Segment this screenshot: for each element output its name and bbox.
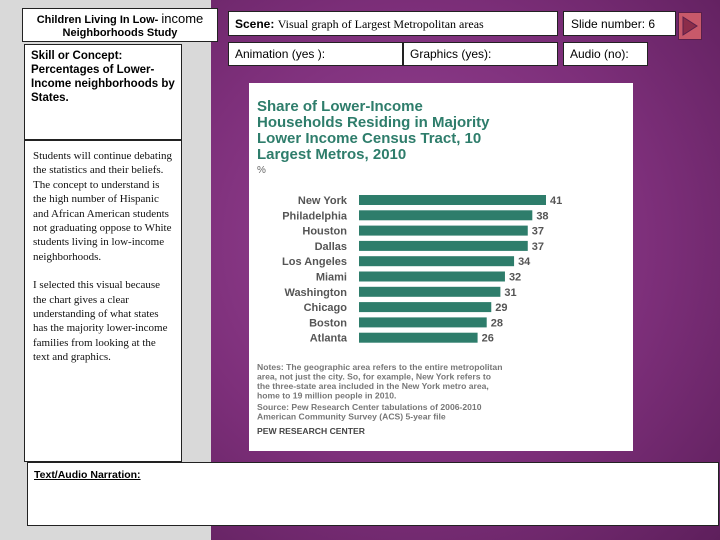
chart-value-label: 37 (531, 240, 545, 253)
chart-category-label: Houston (302, 225, 347, 238)
chart-category-label: Atlanta (309, 332, 347, 345)
chart-note-line: Notes: The geographic area refers to the entire metropolitan (257, 362, 503, 372)
chart-title-line: Households Residing in Majority (257, 114, 490, 131)
graphics-box: Graphics (yes): (403, 42, 558, 66)
storyboard-title-line1: Children Living In Low- income (36, 11, 204, 26)
scene-box (228, 11, 558, 36)
skill-concept-box: Skill or Concept: Percentages of Lower-Income neighborhoods by States. (24, 44, 182, 140)
next-slide-button[interactable] (678, 12, 702, 40)
chart-value-label: 28 (490, 317, 503, 330)
description-paragraph-1: Students will continue debating the statistics and their beliefs. The concept to understand is the high number of Hispanic and African American students not graduating oppose to White students living in low-income neighborhoods. (33, 150, 173, 263)
chart-value-label: 34 (518, 256, 531, 269)
play-triangle-icon (682, 16, 698, 36)
chart-bar (359, 195, 546, 205)
chart-bar (359, 317, 487, 327)
chart-bar (359, 210, 532, 220)
chart-bar (359, 256, 514, 266)
slide-number-value: 6 (648, 17, 656, 31)
scene-value: Visual graph of Largest Metropolitan areas (277, 17, 484, 31)
scene-label: Scene: (235, 17, 275, 31)
chart-value-label: 31 (504, 286, 517, 299)
chart-note-line: home to 19 million people in 2010. (257, 390, 397, 401)
chart-bar (359, 287, 500, 297)
chart-bar (359, 333, 478, 343)
chart-bar (359, 241, 528, 251)
chart-note-line: area, not just the city. So, for example, New York refers to (257, 371, 492, 382)
chart-bar (359, 272, 505, 282)
chart-value-label: 29 (495, 302, 508, 315)
chart-bar (359, 302, 491, 312)
narration-box[interactable] (27, 462, 719, 526)
chart-source-line: American Community Survey (ACS) 5-year file (257, 411, 446, 422)
slide-number-box (563, 11, 676, 36)
chart-title-line: Lower Income Census Tract, 10 (257, 130, 482, 147)
chart-svg (249, 83, 633, 451)
narration-label: Text/Audio Narration: (34, 469, 141, 481)
chart-unit-label: % (257, 165, 266, 176)
chart-brand: PEW RESEARCH CENTER (257, 426, 365, 436)
chart-card (249, 83, 633, 451)
chart-value-label: 32 (508, 271, 522, 284)
audio-box: Audio (no): (563, 42, 648, 66)
chart-source-line: Source: Pew Research Center tabulations of 2006-2010 (257, 402, 482, 412)
chart-category-label: Dallas (314, 240, 347, 253)
chart-value-label: 41 (550, 195, 563, 207)
slide-number-label: Slide number: (571, 17, 646, 31)
animation-box: Animation (yes ): (228, 42, 403, 66)
chart-category-label: Los Angeles (282, 256, 347, 269)
chart-category-label: Miami (315, 271, 347, 284)
chart-value-label: 26 (481, 332, 494, 345)
chart-category-label: Chicago (303, 302, 347, 315)
chart-category-label: Philadelphia (282, 210, 347, 223)
chart-category-label: Washington (284, 286, 347, 299)
chart-value-label: 37 (531, 225, 545, 238)
chart-title-line: Share of Lower-Income (257, 98, 423, 115)
chart-note-line: the three-state area included in the New York metro area, (257, 381, 489, 391)
chart-category-label: New York (297, 195, 347, 207)
chart-bar (359, 226, 528, 236)
description-box (24, 140, 182, 462)
chart-category-label: Boston (309, 317, 347, 330)
storyboard-title-box (22, 8, 218, 42)
chart-value-label: 38 (536, 210, 549, 223)
storyboard-title-line2: Neighborhoods Study (62, 27, 178, 39)
chart-title-line: Largest Metros, 2010 (257, 146, 407, 163)
description-paragraph-2: I selected this visual because the chart gives a clear understanding of what states has the majority lower-income families from looking at the text and graphics. (33, 279, 168, 364)
